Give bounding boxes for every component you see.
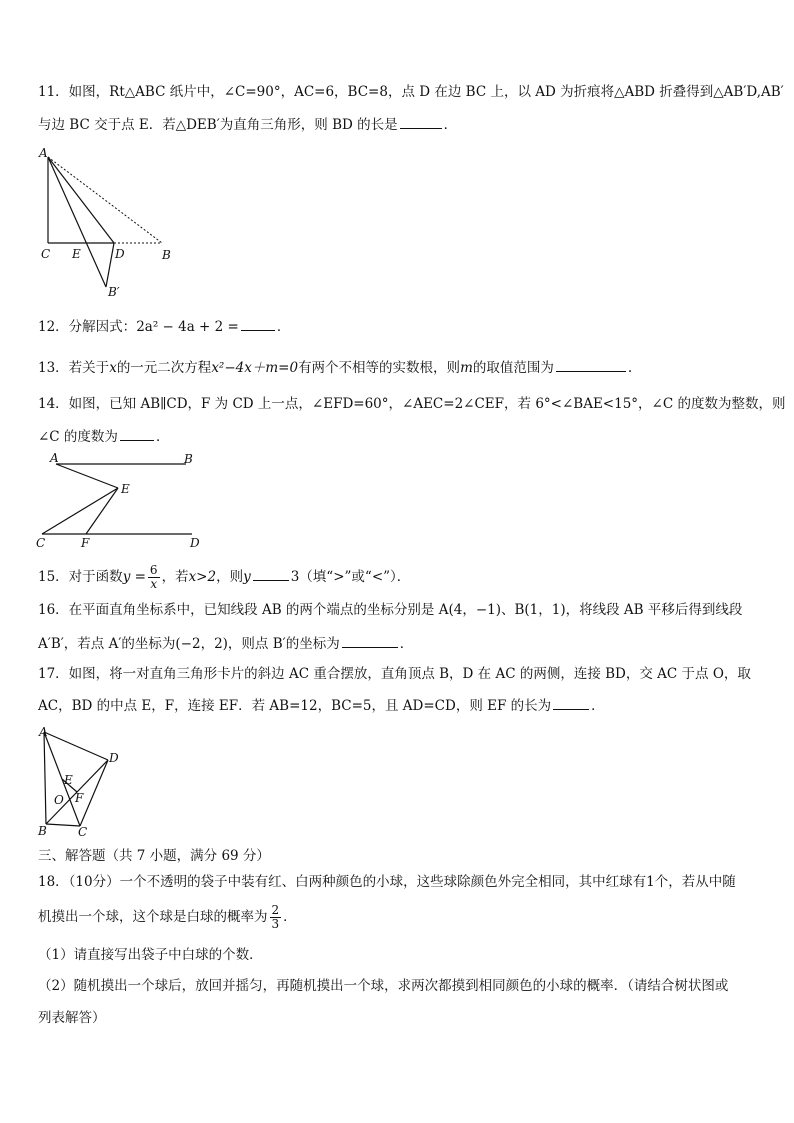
q14-segment-ec <box>42 488 118 534</box>
q11-label-b: B <box>162 248 171 262</box>
q14-label-a: A <box>50 451 59 465</box>
q13-equation: x²−4x＋m=0 <box>211 360 299 376</box>
q15-answer-blank[interactable] <box>253 566 289 581</box>
q18-text-line2-a: 机摸出一个球，这个球是白球的概率为 <box>38 909 268 925</box>
q15-text <box>38 563 410 591</box>
q17-label-f: F <box>75 791 84 805</box>
q18-fraction-numerator: 2 <box>271 903 280 917</box>
q15-fraction <box>148 564 160 591</box>
q11-segment-ab <box>48 157 162 243</box>
q11-text-line2 <box>38 114 457 135</box>
q13-text-e: . <box>627 360 633 376</box>
q14-text-line1: 14．如图，已知 AB∥CD，F 为 CD 上一点，∠EFD=60°，∠AEC=2∠CEF，若 6°<∠BAE<15°，∠C 的度数为整数，则 <box>38 396 786 412</box>
q12-answer-blank[interactable] <box>241 316 275 331</box>
q12-text <box>38 316 290 337</box>
q11-label-e: E <box>72 247 81 261</box>
q17-segment-bc <box>46 824 80 826</box>
q17-text-line2-b: ． <box>591 698 605 714</box>
q11-figure <box>36 145 186 300</box>
q16-text-line2 <box>38 633 413 654</box>
q13-text-d: 的取值范围为 <box>472 360 554 376</box>
q11-text-line2-b: ． <box>443 117 458 133</box>
q14-segment-ef <box>86 488 118 534</box>
q17-label-o: O <box>54 793 64 807</box>
q11-label-bprime: B′ <box>108 285 120 299</box>
q14-text-line2-b: ． <box>155 429 170 445</box>
q17-label-a: A <box>39 725 48 739</box>
q18-text-line2-b: ． <box>283 909 297 925</box>
q14-label-d: D <box>190 536 200 550</box>
q18-fraction <box>270 904 282 931</box>
q18-text-line1: 18．（10分）一个不透明的袋子中装有红、白两种颜色的小球，这些球除颜色外完全相同，其中红球有1个，若从中随 <box>38 874 736 890</box>
section-3-heading: 三、解答题（共 7 小题，满分 69 分） <box>38 848 270 864</box>
q17-segment-ab <box>44 732 46 824</box>
q12-expression: 2a² − 4a + 2 = <box>136 319 239 335</box>
q15-text-d: 3（填“>”或“<”）． <box>290 569 411 585</box>
q13-text-b: 的一元二次方程 <box>116 360 212 376</box>
q14-label-b: B <box>184 452 193 466</box>
q15-var-y: y <box>243 569 251 585</box>
q14-segment-ae <box>56 464 118 488</box>
q14-label-e: E <box>121 482 130 496</box>
q17-text-line1: 17．如图，将一对直角三角形卡片的斜边 AC 重合摆放，直角顶点 B，D 在 AC 的两侧，连接 BD，交 AC 于点 O，取 <box>38 666 751 682</box>
q15-y-equals: y = <box>122 569 146 585</box>
q14-text-line2-a: ∠C 的度数为 <box>38 429 118 445</box>
q17-figure <box>34 722 124 840</box>
q15-text-b: ，若 <box>161 569 189 585</box>
q17-answer-blank[interactable] <box>553 695 589 710</box>
q11-label-d: D <box>115 247 125 261</box>
q14-label-c: C <box>36 536 46 550</box>
q17-label-b: B <box>38 824 47 838</box>
q13-var-m: m <box>460 360 473 376</box>
q13-text-a: 13．若关于 <box>38 360 110 376</box>
q12-text-b: ． <box>276 319 291 335</box>
q15-fraction-denominator: x <box>150 577 158 591</box>
q17-label-d: D <box>109 751 119 765</box>
q11-segment-bpd <box>106 243 114 287</box>
q13-answer-blank[interactable] <box>556 357 626 372</box>
q16-text-line2-a: A′B′，若点 A′的坐标为(−2，2)，则点 B′的坐标为 <box>38 636 340 652</box>
q17-text-line2-a: AC，BD 的中点 E，F，连接 EF．若 AB=12，BC=5，且 AD=CD，则 EF 的长为 <box>38 698 552 714</box>
q12-text-a: 12．分解因式： <box>38 319 137 335</box>
q18-fraction-denominator: 3 <box>271 917 280 931</box>
q18-sub2-line1: （2）随机摸出一个球后，放回并摇匀，再随机摸出一个球，求两次都摸到相同颜色的小球的概率．（请结合树状图或 <box>38 978 729 994</box>
q18-text-line2 <box>38 902 297 932</box>
q11-label-c: C <box>41 247 51 261</box>
q17-label-c: C <box>78 825 88 839</box>
q17-segment-dc <box>80 760 108 826</box>
q13-var-x: x <box>109 360 117 376</box>
q17-text-line2 <box>38 695 605 716</box>
q11-answer-blank[interactable] <box>400 114 442 129</box>
q16-answer-blank[interactable] <box>342 633 398 648</box>
q17-label-e: E <box>64 773 73 787</box>
q15-condition: x>2 <box>188 569 217 585</box>
q15-fraction-numerator: 6 <box>149 563 158 577</box>
q18-sub1: （1）请直接写出袋子中白球的个数． <box>38 947 263 963</box>
q15-text-a: 15．对于函数 <box>38 569 123 585</box>
q15-text-c: ，则 <box>216 569 244 585</box>
q13-text <box>38 357 632 378</box>
q11-label-a: A <box>39 146 48 160</box>
q16-text-line2-b: ． <box>399 636 414 652</box>
q16-text-line1: 16．在平面直角坐标系中，已知线段 AB 的两个端点的坐标分别是 A(4，−1)、B(1，1)，将线段 AB 平移后得到线段 <box>38 602 743 618</box>
q13-text-c: 有两个不相等的实数根，则 <box>298 360 461 376</box>
q11-text-line2-a: 与边 BC 交于点 E．若△DEB′为直角三角形，则 BD 的长是 <box>38 117 398 133</box>
q14-figure <box>34 450 206 550</box>
q14-label-f: F <box>81 536 90 550</box>
q14-answer-blank[interactable] <box>120 426 154 441</box>
q14-text-line2 <box>38 426 169 447</box>
q18-sub2-line2: 列表解答） <box>38 1010 106 1026</box>
q11-text-line1: 11．如图，Rt△ABC 纸片中，∠C=90°，AC=6，BC=8，点 D 在边 BC 上，以 AD 为折痕将△ABD 折叠得到△AB′D,AB′ <box>38 84 784 100</box>
